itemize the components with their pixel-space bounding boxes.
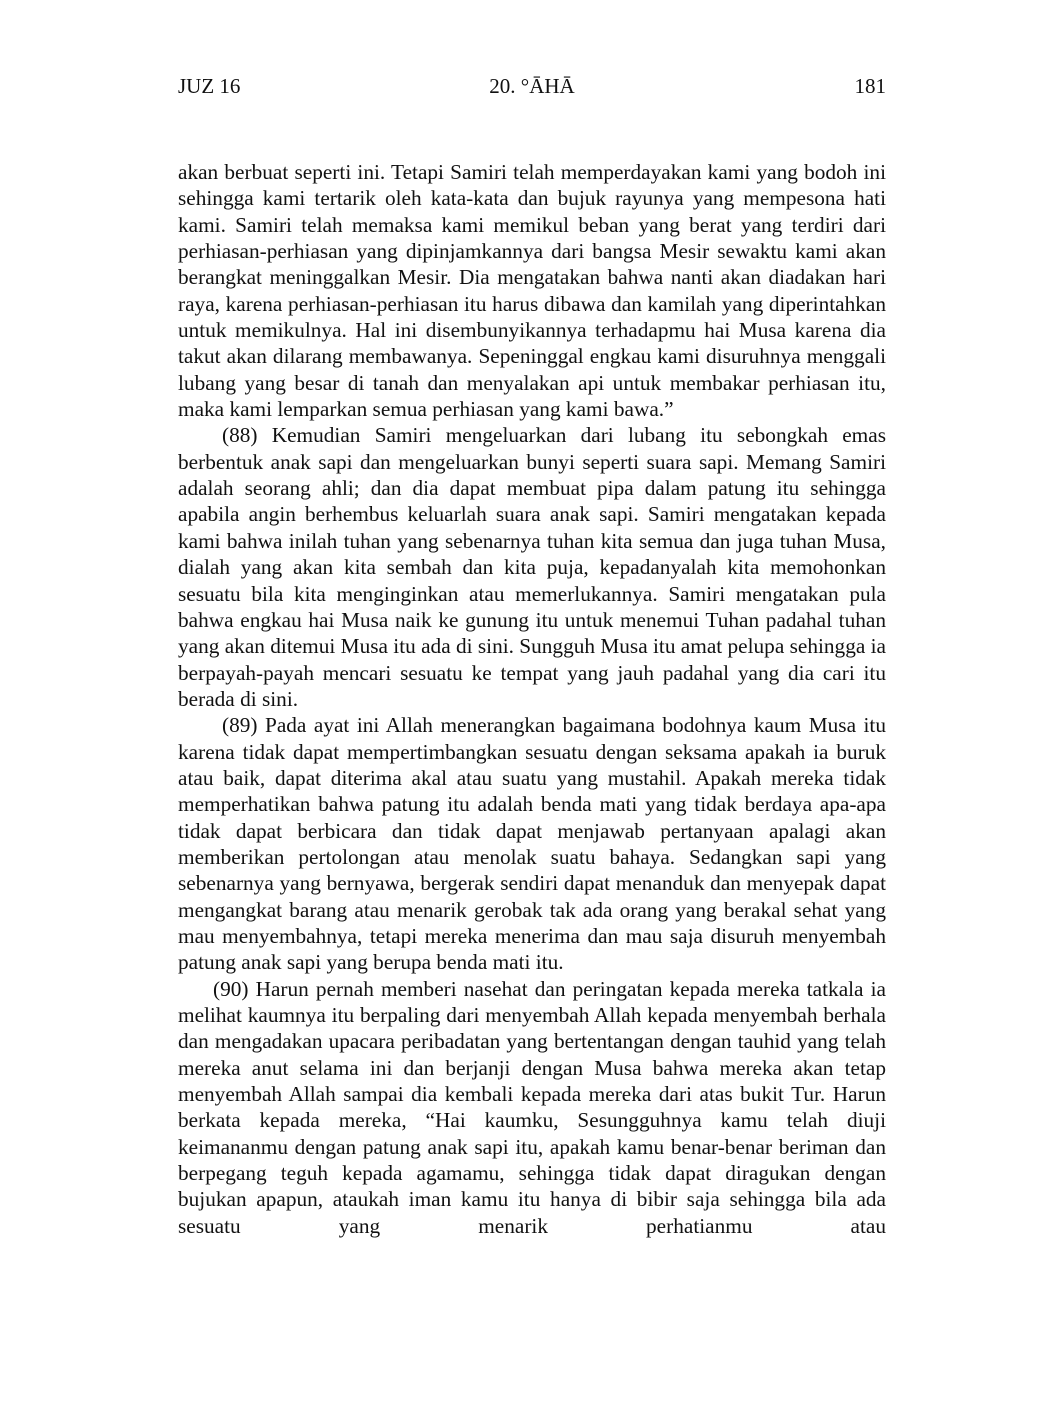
page-header — [178, 74, 886, 104]
page-number: 181 — [854, 74, 886, 98]
paragraph-verse-89: (89) Pada ayat ini Allah menerangkan bagaimana bodohnya kaum Musa itu karena tidak dapat mempertimbangkan sesuatu dengan seksama apakah ia buruk atau baik, dapat diterima akal atau suatu yang mustahil. Apakah mereka tidak memperhatikan bahwa patung itu adalah benda mati yang tidak berdaya apa-apa tidak dapat berbicara dan tidak dapat menjawab pertanyaan apalagi akan memberikan pertolongan atau menolak suatu bahaya. Sedangkan sapi yang sebenarnya yang bernyawa, bergerak sendiri dapat menanduk dan menyepak dapat mengangkat barang atau menarik gerobak tak ada orang yang berakal sehat yang mau menyembahnya, tetapi mereka menerima dan mau saja disuruh menyembah patung anak sapi yang berupa benda mati itu. — [178, 713, 886, 975]
juz-label: JUZ 16 — [178, 74, 241, 98]
body-text — [178, 159, 886, 1239]
surah-title: 20. °ĀHĀ — [489, 74, 575, 98]
paragraph-verse-90: (90) Harun pernah memberi nasehat dan peringatan kepada mereka tatkala ia melihat kaumnya itu berpaling dari menyembah Allah kepada menyembah berhala dan mengadakan upacara peribadatan yang bertentangan dengan tauhid yang telah mereka anut selama ini dan berjanji dengan Musa bahwa mereka akan tetap menyembah Allah sampai dia kembali kepada mereka dari atas bukit Tur. Harun berkata kepada mereka, “Hai kaumku, Sesungguhnya kamu telah diuji keimananmu dengan patung anak sapi itu, apakah kamu benar-benar beriman dan berpegang teguh kepada agamamu, sehingga tidak dapat diragukan dengan bujukan apapun, ataukah iman kamu itu hanya di bibir saja sehingga bila ada sesuatu yang menarik perhatianmu atau — [178, 976, 886, 1238]
paragraph-continuation: akan berbuat seperti ini. Tetapi Samiri telah memperdayakan kami yang bodoh ini sehingga kami tertarik oleh kata-kata dan bujuk rayunya yang mempesona hati kami. Samiri telah memaksa kami memikul beban yang berat yang terdiri dari perhiasan-perhiasan yang dipinjamkannya dari bangsa Mesir sewaktu kami akan berangkat meninggalkan Mesir. Dia mengatakan bahwa nanti akan diadakan hari raya, karena perhiasan-perhiasan itu harus dibawa dan kamilah yang diperintahkan untuk memikulnya. Hal ini disembunyikannya terhadapmu hai Musa karena dia takut akan dilarang membawanya. Sepeninggal engkau kami disuruhnya menggali lubang yang besar di tanah dan menyalakan api untuk membakar perhiasan itu, maka kami lemparkan semua perhiasan yang kami bawa.” — [178, 160, 886, 422]
paragraph-verse-88: (88) Kemudian Samiri mengeluarkan dari lubang itu sebongkah emas berbentuk anak sapi dan mengeluarkan bunyi seperti suara sapi. Memang Samiri adalah seorang ahli; dan dia dapat membuat pipa dalam patung itu sehingga apabila angin berhembus keluarlah suara anak sapi. Samiri mengatakan kepada kami bahwa inilah tuhan yang sebenarnya tuhan kita semua dan juga tuhan Musa, dialah yang akan kita sembah dan kita puja, kepadanyalah kita memohonkan sesuatu bila kita menginginkan atau memerlukannya. Samiri mengatakan pula bahwa engkau hai Musa naik ke gunung itu untuk menemui Tuhan padahal tuhan yang akan ditemui Musa itu ada di sini. Sungguh Musa itu amat pelupa sehingga ia berpayah-payah mencari sesuatu ke tempat yang jauh padahal yang dia cari itu berada di sini. — [178, 423, 886, 711]
